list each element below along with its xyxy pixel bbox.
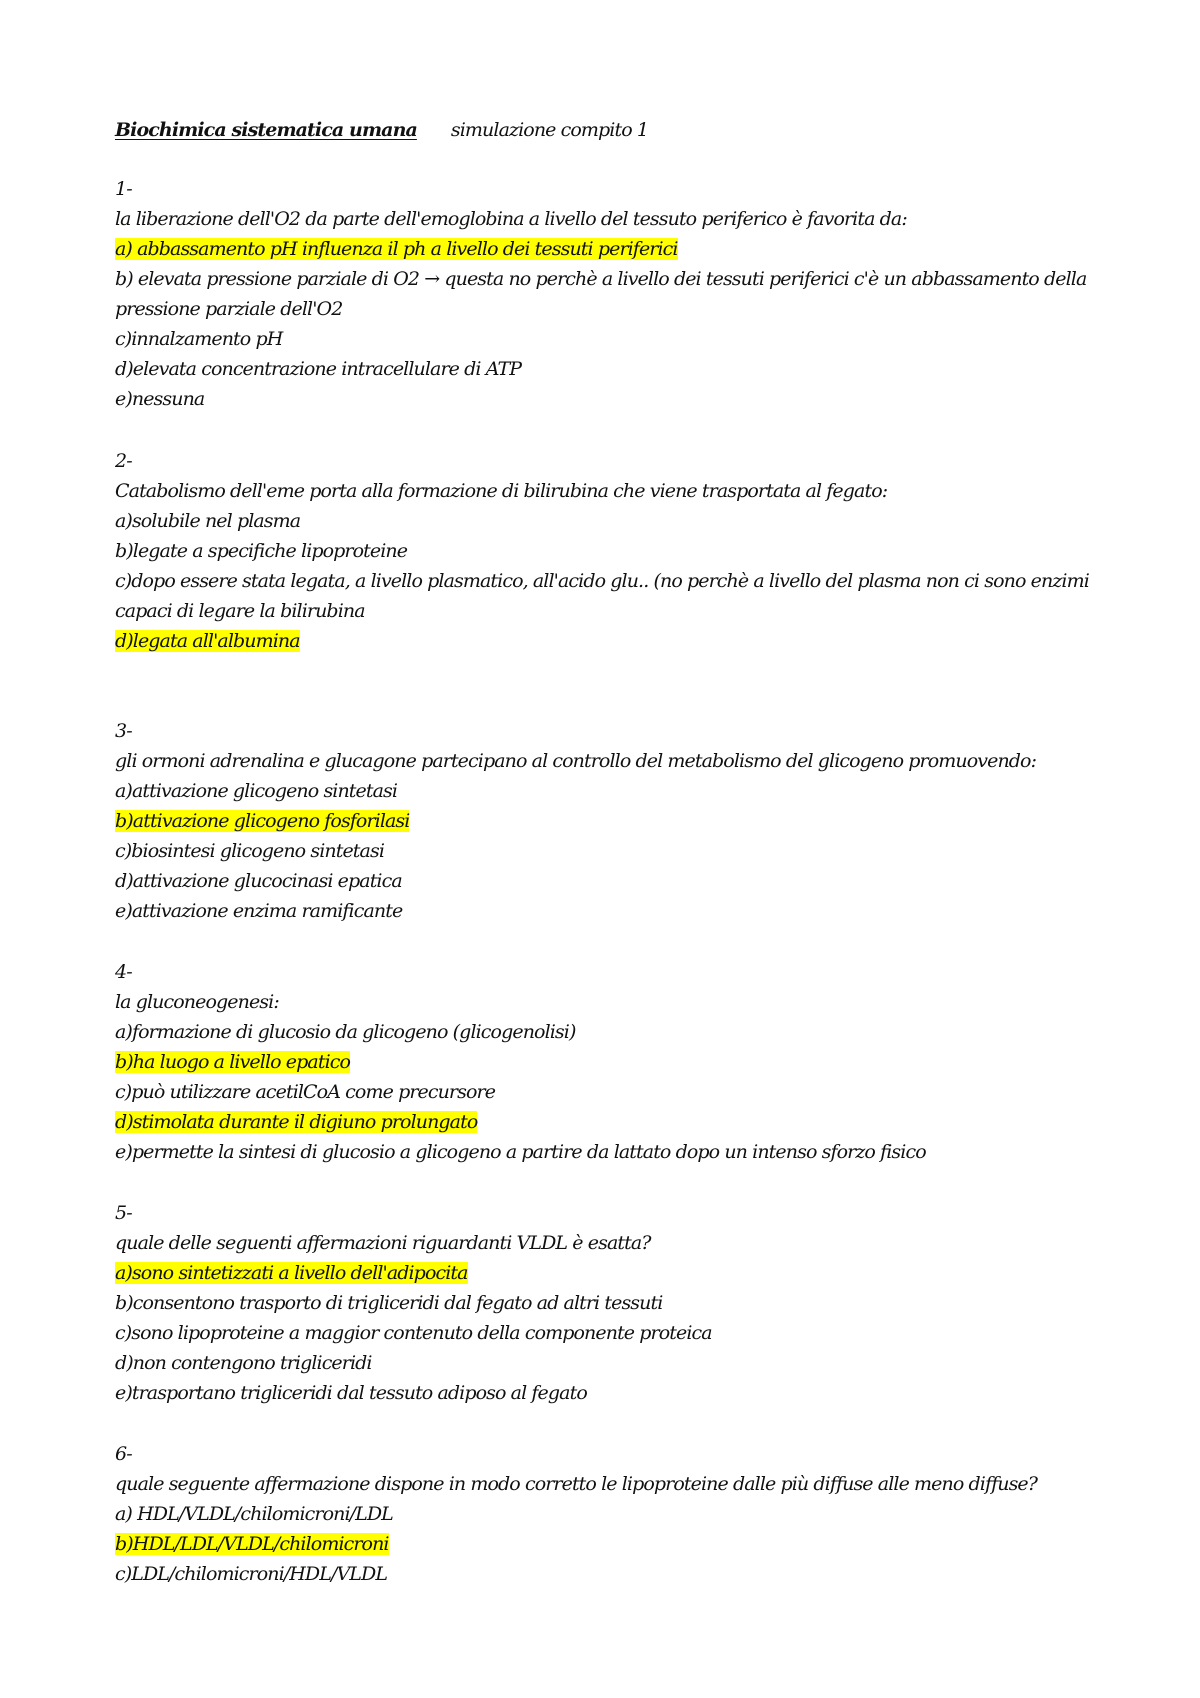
question-number: 3- bbox=[115, 720, 132, 742]
question-text: la liberazione dell'O2 da parte dell'emoglobina a livello del tessuto periferico è favorita da: bbox=[115, 208, 907, 230]
document-subtitle: simulazione compito 1 bbox=[450, 119, 649, 141]
question-4 bbox=[115, 957, 1105, 1167]
answer-option: a) HDL/VLDL/chilomicroni/LDL bbox=[115, 1503, 393, 1525]
answer-option-highlighted: b)HDL/LDL/VLDL/chilomicroni bbox=[115, 1533, 389, 1555]
answer-option: c)innalzamento pH bbox=[115, 328, 283, 350]
question-number: 1- bbox=[115, 178, 132, 200]
answer-option: d)elevata concentrazione intracellulare di ATP bbox=[115, 358, 522, 380]
answer-option: e)attivazione enzima ramificante bbox=[115, 900, 403, 922]
answer-option: c)biosintesi glicogeno sintetasi bbox=[115, 840, 384, 862]
answer-option: d)non contengono trigliceridi bbox=[115, 1352, 372, 1374]
question-text: quale seguente affermazione dispone in modo corretto le lipoproteine dalle più diffuse alle meno diffuse? bbox=[115, 1473, 1038, 1495]
answer-option: c)sono lipoproteine a maggior contenuto della componente proteica bbox=[115, 1322, 712, 1344]
answer-option: e)permette la sintesi di glucosio a glicogeno a partire da lattato dopo un intenso sforzo fisico bbox=[115, 1141, 926, 1163]
answer-option-highlighted: a)sono sintetizzati a livello dell'adipocita bbox=[115, 1262, 468, 1284]
answer-option: e)trasportano trigliceridi dal tessuto adiposo al fegato bbox=[115, 1382, 587, 1404]
question-number: 6- bbox=[115, 1443, 132, 1465]
question-text: Catabolismo dell'eme porta alla formazione di bilirubina che viene trasportata al fegato: bbox=[115, 480, 888, 502]
answer-option: e)nessuna bbox=[115, 388, 205, 410]
question-5 bbox=[115, 1198, 1105, 1408]
answer-option: b)legate a specifiche lipoproteine bbox=[115, 540, 408, 562]
answer-option: a)solubile nel plasma bbox=[115, 510, 301, 532]
answer-option: b)consentono trasporto di trigliceridi dal fegato ad altri tessuti bbox=[115, 1292, 663, 1314]
answer-option-highlighted: d)legata all'albumina bbox=[115, 630, 300, 652]
answer-option-highlighted: b)attivazione glicogeno fosforilasi bbox=[115, 810, 410, 832]
answer-option: a)attivazione glicogeno sintetasi bbox=[115, 780, 398, 802]
answer-option-highlighted: d)stimolata durante il digiuno prolungato bbox=[115, 1111, 478, 1133]
question-number: 4- bbox=[115, 961, 132, 983]
question-1 bbox=[115, 174, 1105, 414]
answer-option: b) elevata pressione parziale di O2 → questa no perchè a livello dei tessuti periferici c'è un abbassamento della pressione parziale dell'O2 bbox=[115, 268, 1087, 320]
answer-option: a)formazione di glucosio da glicogeno (glicogenolisi) bbox=[115, 1021, 576, 1043]
question-6 bbox=[115, 1439, 1105, 1589]
question-2 bbox=[115, 446, 1105, 656]
question-number: 5- bbox=[115, 1202, 132, 1224]
answer-option-highlighted: b)ha luogo a livello epatico bbox=[115, 1051, 351, 1073]
answer-option-highlighted: a) abbassamento pH influenza il ph a livello dei tessuti periferici bbox=[115, 238, 678, 260]
answer-option: d)attivazione glucocinasi epatica bbox=[115, 870, 402, 892]
question-text: quale delle seguenti affermazioni riguardanti VLDL è esatta? bbox=[115, 1232, 651, 1254]
document-title: Biochimica sistematica umana bbox=[115, 119, 417, 141]
question-3 bbox=[115, 716, 1105, 926]
answer-option: c)dopo essere stata legata, a livello plasmatico, all'acido glu.. (no perchè a livello del plasma non ci sono enzimi capaci di legare la bilirubina bbox=[115, 570, 1089, 622]
question-text: la gluconeogenesi: bbox=[115, 991, 279, 1013]
answer-option: c)LDL/chilomicroni/HDL/VLDL bbox=[115, 1563, 388, 1585]
question-number: 2- bbox=[115, 450, 132, 472]
answer-option: c)può utilizzare acetilCoA come precursore bbox=[115, 1081, 496, 1103]
question-text: gli ormoni adrenalina e glucagone partecipano al controllo del metabolismo del glicogeno promuovendo: bbox=[115, 750, 1037, 772]
document-header bbox=[115, 117, 648, 143]
